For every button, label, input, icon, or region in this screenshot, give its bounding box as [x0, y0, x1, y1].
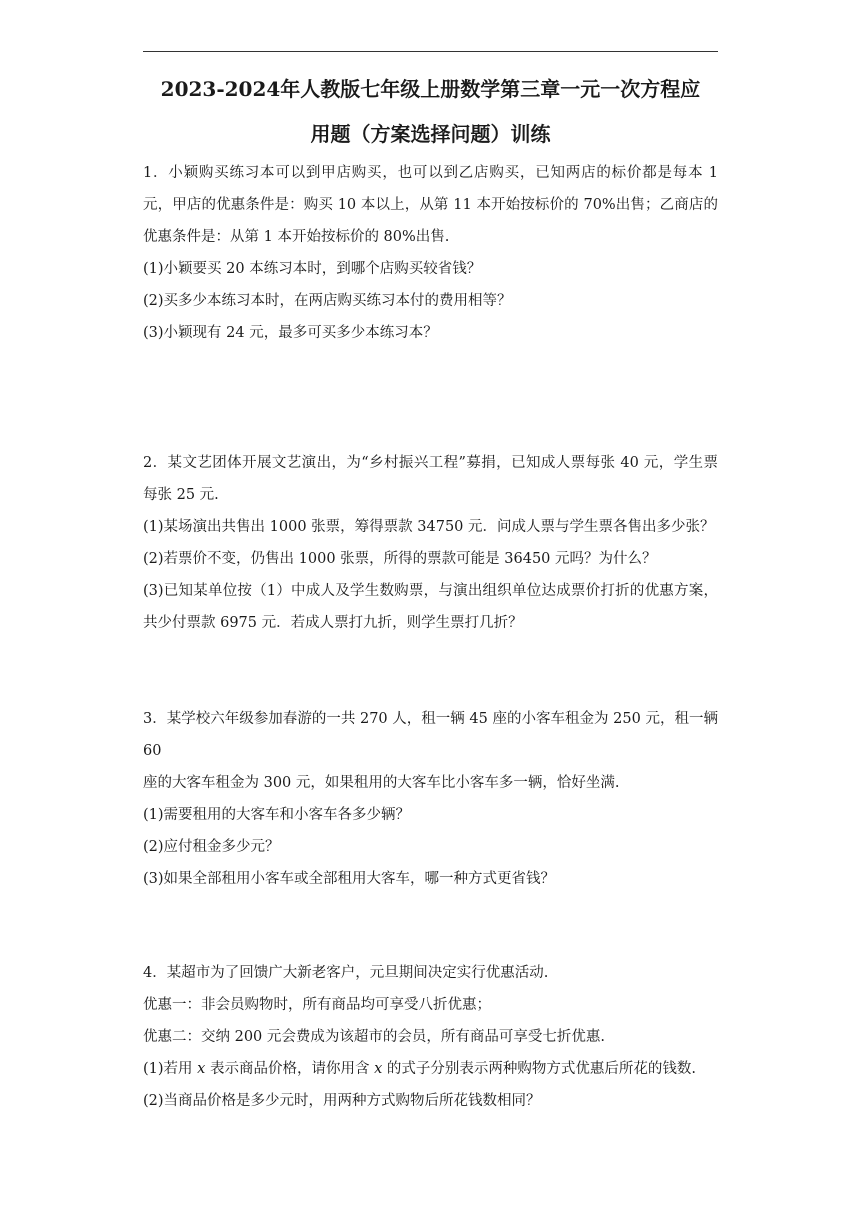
question-1-stem-line-2: 元，甲店的优惠条件是：购买 10 本以上，从第 11 本开始按标价的 70%出售；乙商店的	[143, 197, 718, 213]
question-4	[143, 957, 718, 1117]
answer-space-3	[143, 895, 718, 957]
question-1-stem-line-3: 优惠条件是：从第 1 本开始按标价的 80%出售.	[143, 229, 450, 245]
document-title-line-1: 2023-2024年人教版七年级上册数学第三章一元一次方程应	[160, 77, 701, 101]
question-4-offer-2: 优惠二：交纳 200 元会费成为该超市的会员，所有商品可享受七折优惠.	[143, 1029, 606, 1045]
variable-x: x	[197, 1061, 206, 1077]
question-3-part-3: (3)如果全部租用小客车或全部租用大客车，哪一种方式更省钱？	[143, 871, 556, 887]
answer-space-2	[143, 639, 718, 703]
question-2	[143, 447, 718, 639]
question-2-part-2: (2)若票价不变，仍售出 1000 张票，所得的票款可能是 36450 元吗？为什么？	[143, 551, 657, 567]
question-3-stem-line-2: 座的大客车租金为 300 元，如果租用的大客车比小客车多一辆，恰好坐满.	[143, 775, 620, 791]
question-2-part-3-line-2: 共少付票款 6975 元．若成人票打九折，则学生票打几折？	[143, 615, 523, 631]
question-1-part-1: (1)小颖要买 20 本练习本时，到哪个店购买较省钱？	[143, 261, 482, 277]
question-1-stem-line-1: 1．小颖购买练习本可以到甲店购买，也可以到乙店购买，已知两店的标价都是每本 1	[143, 165, 718, 181]
question-4-offer-1: 优惠一：非会员购物时，所有商品均可享受八折优惠；	[143, 997, 491, 1013]
question-2-part-1: (1)某场演出共售出 1000 张票，筹得票款 34750 元．问成人票与学生票各售出多少张？	[143, 519, 715, 535]
question-3-part-2: (2)应付租金多少元？	[143, 839, 280, 855]
question-4-part-1-after: 的式子分别表示两种购物方式优惠后所花的钱数.	[382, 1061, 696, 1077]
question-1-part-3: (3)小颖现有 24 元，最多可买多少本练习本？	[143, 325, 438, 341]
question-1-part-2: (2)买多少本练习本时，在两店购买练习本付的费用相等？	[143, 293, 512, 309]
question-1	[143, 157, 718, 349]
document-body	[143, 157, 718, 1117]
question-4-part-1-middle: 表示商品价格，请你用含	[205, 1061, 375, 1077]
question-4-part-1	[143, 1053, 718, 1085]
question-3-part-1: (1)需要租用的大客车和小客车各多少辆？	[143, 807, 411, 823]
question-2-stem-line-1: 2．某文艺团体开展文艺演出，为“乡村振兴工程”募捐，已知成人票每张 40 元，学生票	[143, 455, 718, 471]
question-3	[143, 703, 718, 895]
question-4-part-1-before: (1)若用	[143, 1061, 198, 1077]
answer-space-1	[143, 349, 718, 447]
question-4-part-2: (2)当商品价格是多少元时，用两种方式购物后所花钱数相同？	[143, 1093, 541, 1109]
document-title-line-2: 用题（方案选择问题）训练	[310, 122, 551, 146]
question-4-stem: 4．某超市为了回馈广大新老客户，元旦期间决定实行优惠活动.	[143, 965, 549, 981]
header-rule	[143, 51, 718, 52]
question-3-stem-line-1: 3．某学校六年级参加春游的一共 270 人，租一辆 45 座的小客车租金为 250 元，租一辆 60	[143, 711, 718, 759]
question-2-stem-line-2: 每张 25 元.	[143, 487, 219, 503]
variable-x: x	[374, 1061, 383, 1077]
question-2-part-3-line-1: (3)已知某单位按（1）中成人及学生数购票，与演出组织单位达成票价打折的优惠方案，	[143, 583, 718, 599]
